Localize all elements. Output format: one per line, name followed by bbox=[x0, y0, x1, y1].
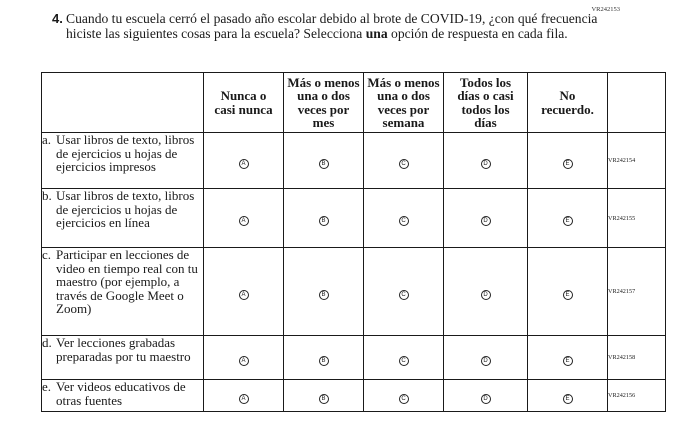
column-header-mes: Más o menos una o dos veces por mes bbox=[284, 73, 364, 133]
response-bubble[interactable]: A bbox=[239, 216, 249, 226]
option-cell bbox=[204, 336, 284, 380]
row-text: Ver lecciones grabadas preparadas por tu maestro bbox=[56, 335, 191, 364]
column-header-dias: Todos los días o casi todos los días bbox=[444, 73, 528, 133]
column-header-nunca: Nunca o casi nunca bbox=[204, 73, 284, 133]
response-bubble[interactable]: B bbox=[319, 290, 329, 300]
option-cell bbox=[364, 248, 444, 336]
page-code: VR242153 bbox=[591, 6, 620, 13]
option-cell bbox=[284, 380, 364, 412]
row-letter: a. bbox=[42, 132, 52, 147]
response-bubble[interactable]: B bbox=[319, 159, 329, 169]
question-row bbox=[42, 248, 666, 336]
option-cell bbox=[528, 133, 608, 189]
row-label bbox=[42, 380, 204, 412]
question-text-before: Cuando tu escuela cerró el pasado año escolar debido al brote de COVID-19, ¿con qué frecuencia hiciste las siguientes cosas para la escuela? Selecciona bbox=[66, 11, 598, 41]
row-code: VR242155 bbox=[608, 189, 666, 248]
option-cell bbox=[284, 248, 364, 336]
response-bubble[interactable]: A bbox=[239, 290, 249, 300]
response-bubble[interactable]: D bbox=[481, 290, 491, 300]
row-text: Usar libros de texto, libros de ejercicios u hojas de ejercicios impresos bbox=[56, 132, 195, 175]
response-bubble[interactable]: C bbox=[399, 159, 409, 169]
response-bubble[interactable]: A bbox=[239, 394, 249, 404]
option-cell bbox=[444, 248, 528, 336]
option-cell bbox=[204, 380, 284, 412]
row-code: VR242154 bbox=[608, 133, 666, 189]
option-cell bbox=[204, 248, 284, 336]
response-bubble[interactable]: A bbox=[239, 356, 249, 366]
option-cell bbox=[364, 189, 444, 248]
column-header-no-recuerdo: No recuerdo. bbox=[528, 73, 608, 133]
option-cell bbox=[364, 380, 444, 412]
option-cell bbox=[284, 336, 364, 380]
row-label bbox=[42, 189, 204, 248]
option-cell bbox=[528, 189, 608, 248]
response-bubble[interactable]: B bbox=[319, 356, 329, 366]
response-bubble[interactable]: C bbox=[399, 290, 409, 300]
option-cell bbox=[204, 189, 284, 248]
response-bubble[interactable]: C bbox=[399, 394, 409, 404]
question-text-bold: una bbox=[365, 26, 388, 41]
column-header-semana: Más o menos una o dos veces por semana bbox=[364, 73, 444, 133]
option-cell bbox=[528, 248, 608, 336]
header-blank-cell bbox=[42, 73, 204, 133]
response-bubble[interactable]: C bbox=[399, 356, 409, 366]
row-text: Usar libros de texto, libros de ejercicios u hojas de ejercicios en línea bbox=[56, 188, 195, 231]
row-code: VR242157 bbox=[608, 248, 666, 336]
question-row bbox=[42, 380, 666, 412]
option-cell bbox=[528, 336, 608, 380]
response-bubble[interactable]: D bbox=[481, 394, 491, 404]
response-bubble[interactable]: E bbox=[563, 394, 573, 404]
row-code: VR242156 bbox=[608, 380, 666, 412]
row-label bbox=[42, 133, 204, 189]
option-cell bbox=[444, 133, 528, 189]
option-cell bbox=[284, 189, 364, 248]
question-prompt bbox=[52, 11, 606, 41]
response-bubble[interactable]: D bbox=[481, 159, 491, 169]
response-bubble[interactable]: E bbox=[563, 290, 573, 300]
option-cell bbox=[528, 380, 608, 412]
row-text: Ver videos educativos de otras fuentes bbox=[56, 379, 186, 408]
response-bubble[interactable]: D bbox=[481, 356, 491, 366]
row-text: Participar en lecciones de video en tiempo real con tu maestro (por ejemplo, a través de Google Meet o Zoom) bbox=[56, 247, 198, 317]
option-cell bbox=[364, 336, 444, 380]
response-bubble[interactable]: E bbox=[563, 159, 573, 169]
option-cell bbox=[444, 336, 528, 380]
option-cell bbox=[444, 189, 528, 248]
response-bubble[interactable]: B bbox=[319, 216, 329, 226]
response-bubble[interactable]: D bbox=[481, 216, 491, 226]
response-bubble[interactable]: B bbox=[319, 394, 329, 404]
response-grid bbox=[41, 72, 666, 412]
question-row bbox=[42, 336, 666, 380]
question-number: 4. bbox=[52, 11, 63, 26]
response-bubble[interactable]: E bbox=[563, 356, 573, 366]
option-cell bbox=[444, 380, 528, 412]
row-code: VR242158 bbox=[608, 336, 666, 380]
row-letter: c. bbox=[42, 247, 52, 262]
option-cell bbox=[284, 133, 364, 189]
row-label bbox=[42, 248, 204, 336]
question-row bbox=[42, 133, 666, 189]
response-bubble[interactable]: C bbox=[399, 216, 409, 226]
header-code-cell bbox=[608, 73, 666, 133]
row-letter: d. bbox=[42, 335, 52, 350]
option-cell bbox=[204, 133, 284, 189]
row-letter: e. bbox=[42, 379, 52, 394]
response-bubble[interactable]: E bbox=[563, 216, 573, 226]
question-row bbox=[42, 189, 666, 248]
response-bubble[interactable]: A bbox=[239, 159, 249, 169]
question-text-after: opción de respuesta en cada fila. bbox=[387, 26, 568, 41]
row-label bbox=[42, 336, 204, 380]
row-letter: b. bbox=[42, 188, 52, 203]
option-cell bbox=[364, 133, 444, 189]
